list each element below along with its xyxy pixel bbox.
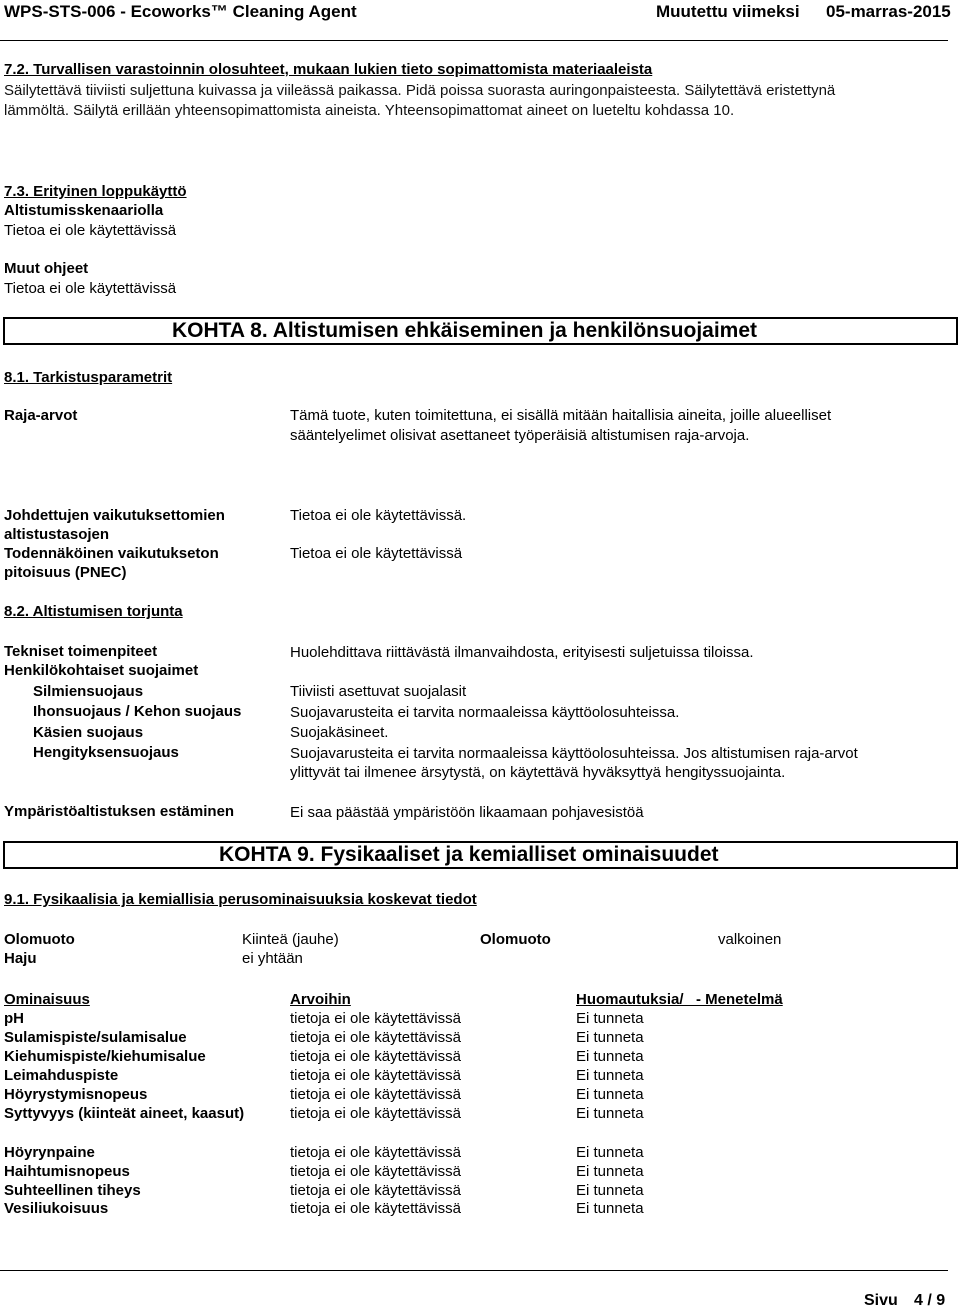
property-remarks: Ei tunneta (576, 1029, 644, 1046)
respiratory-protection-value-1: Suojavarusteita ei tarvita normaaleissa käyttöolosuhteissa. Jos altistumisen raja-arvot (290, 745, 858, 762)
page-number: 4 / 9 (914, 1292, 946, 1309)
physical-state-value: Kiinteä (jauhe) (242, 931, 339, 948)
property-remarks: Ei tunneta (576, 1182, 644, 1199)
tech-measures-label: Tekniset toimenpiteet (4, 643, 158, 660)
property-remarks: Ei tunneta (576, 1144, 644, 1161)
revised-label: Muutettu viimeksi (656, 2, 800, 21)
property-value: tietoja ei ole käytettävissä (290, 1182, 461, 1199)
environmental-exposure-label: Ympäristöaltistuksen estäminen (4, 803, 235, 820)
section-9-1-title-text: 9.1. Fysikaalisia ja kemiallisia perusominaisuuksia koskevat tiedot (4, 891, 477, 908)
property-remarks: Ei tunneta (576, 1048, 644, 1065)
property-value: tietoja ei ole käytettävissä (290, 1144, 461, 1161)
property-value: tietoja ei ole käytettävissä (290, 1163, 461, 1180)
column-header-value: Arvoihin (290, 991, 351, 1008)
section-9-title: KOHTA 9. Fysikaaliset ja kemialliset ominaisuudet (219, 843, 719, 866)
dnel-label-1: Johdettujen vaikutuksettomien (4, 507, 225, 524)
eye-protection-label: Silmiensuojaus (33, 683, 144, 700)
limits-text-2: sääntelyelimet olisivat asettaneet työperäisiä altistumisen raja-arvoja. (290, 427, 750, 444)
property-value: tietoja ei ole käytettävissä (290, 1029, 461, 1046)
column-header-property: Ominaisuus (4, 991, 90, 1008)
property-name: Leimahduspiste (4, 1067, 119, 1084)
section-9-1-title (4, 890, 477, 909)
property-remarks: Ei tunneta (576, 1163, 644, 1180)
property-value: tietoja ei ole käytettävissä (290, 1105, 461, 1122)
limits-label: Raja-arvot (4, 407, 78, 424)
other-instructions-value: Tietoa ei ole käytettävissä (4, 280, 177, 297)
section-7-2-text-1: Säilytettävä tiiviisti suljettuna kuivassa ja viileässä paikassa. Pidä poissa suorasta auringonpaisteesta. Säilytettävä eristettynä (4, 82, 836, 99)
appearance-label: Olomuoto (480, 931, 551, 948)
skin-protection-value: Suojavarusteita ei tarvita normaaleissa käyttöolosuhteissa. (290, 704, 680, 721)
section-8-1-title (4, 368, 172, 387)
exposure-scenario-label: Altistumisskenaariolla (4, 202, 164, 219)
property-value: tietoja ei ole käytettävissä (290, 1086, 461, 1103)
section-7-2-text-2: lämmöltä. Säilytä erillään yhteensopimattomista aineista. Yhteensopimattomat aineet on lueteltu kohdassa 10. (4, 102, 735, 119)
limits-text-1: Tämä tuote, kuten toimitettuna, ei sisällä mitään haitallisia aineita, joille alueelliset (290, 407, 832, 424)
odor-label: Haju (4, 950, 37, 967)
property-remarks: Ei tunneta (576, 1067, 644, 1084)
hand-protection-label: Käsien suojaus (33, 724, 144, 741)
property-remarks: Ei tunneta (576, 1105, 644, 1122)
hand-protection-value: Suojakäsineet. (290, 724, 389, 741)
property-remarks: Ei tunneta (576, 1200, 644, 1217)
ppe-label: Henkilökohtaiset suojaimet (4, 662, 199, 679)
property-name: Sulamispiste/sulamisalue (4, 1029, 187, 1046)
property-name: Suhteellinen tiheys (4, 1182, 141, 1199)
property-remarks: Ei tunneta (576, 1086, 644, 1103)
document-title: WPS-STS-006 - Ecoworks™ Cleaning Agent (4, 2, 357, 21)
property-name: Syttyvyys (kiinteät aineet, kaasut) (4, 1105, 245, 1122)
pnec-value: Tietoa ei ole käytettävissä (290, 545, 463, 562)
section-7-3-title: 7.3. Erityinen loppukäyttö (4, 183, 187, 200)
section-8-2-title (4, 602, 183, 621)
eye-protection-value: Tiiviisti asettuvat suojalasit (290, 683, 467, 700)
dnel-value: Tietoa ei ole käytettävissä. (290, 507, 467, 524)
environmental-exposure-value: Ei saa päästää ympäristöön likaamaan pohjavesistöä (290, 804, 644, 821)
footer-rule (0, 1270, 948, 1271)
other-instructions-label: Muut ohjeet (4, 260, 89, 277)
property-value: tietoja ei ole käytettävissä (290, 1010, 461, 1027)
section-8-1-title-text: 8.1. Tarkistusparametrit (4, 369, 173, 386)
revised-date: 05-marras-2015 (826, 2, 951, 21)
dnel-label-2: altistustasojen (4, 526, 110, 543)
property-name: Höyrystymisnopeus (4, 1086, 148, 1103)
property-name: Vesiliukoisuus (4, 1200, 109, 1217)
header-rule (0, 40, 948, 41)
exposure-scenario-value: Tietoa ei ole käytettävissä (4, 222, 177, 239)
property-remarks: Ei tunneta (576, 1010, 644, 1027)
pnec-label-2: pitoisuus (PNEC) (4, 564, 127, 581)
odor-value: ei yhtään (242, 950, 303, 967)
property-name: Höyrynpaine (4, 1144, 95, 1161)
section-8-title: KOHTA 8. Altistumisen ehkäiseminen ja henkilönsuojaimet (172, 319, 758, 342)
property-value: tietoja ei ole käytettävissä (290, 1048, 461, 1065)
respiratory-protection-value-2: ylittyvät tai ilmenee ärsytystä, on käytettävä hyväksyttyä hengityssuojainta. (290, 764, 786, 781)
appearance-value: valkoinen (718, 931, 782, 948)
property-name: Haihtumisnopeus (4, 1163, 130, 1180)
respiratory-protection-label: Hengityksensuojaus (33, 744, 179, 761)
column-header-remarks: Huomautuksia/ - Menetelmä (576, 991, 783, 1008)
skin-protection-label: Ihonsuojaus / Kehon suojaus (33, 703, 242, 720)
tech-measures-value: Huolehdittava riittävästä ilmanvaihdosta, erityisesti suljetuissa tiloissa. (290, 644, 754, 661)
pnec-label-1: Todennäköinen vaikutukseton (4, 545, 219, 562)
property-name: pH (4, 1010, 24, 1027)
physical-state-label: Olomuoto (4, 931, 75, 948)
property-value: tietoja ei ole käytettävissä (290, 1067, 461, 1084)
section-8-2-title-text: 8.2. Altistumisen torjunta (4, 603, 183, 620)
property-name: Kiehumispiste/kiehumisalue (4, 1048, 206, 1065)
property-value: tietoja ei ole käytettävissä (290, 1200, 461, 1217)
section-7-2-title: 7.2. Turvallisen varastoinnin olosuhteet, mukaan lukien tieto sopimattomista materiaaleista (4, 61, 653, 78)
page-label: Sivu (864, 1292, 898, 1309)
